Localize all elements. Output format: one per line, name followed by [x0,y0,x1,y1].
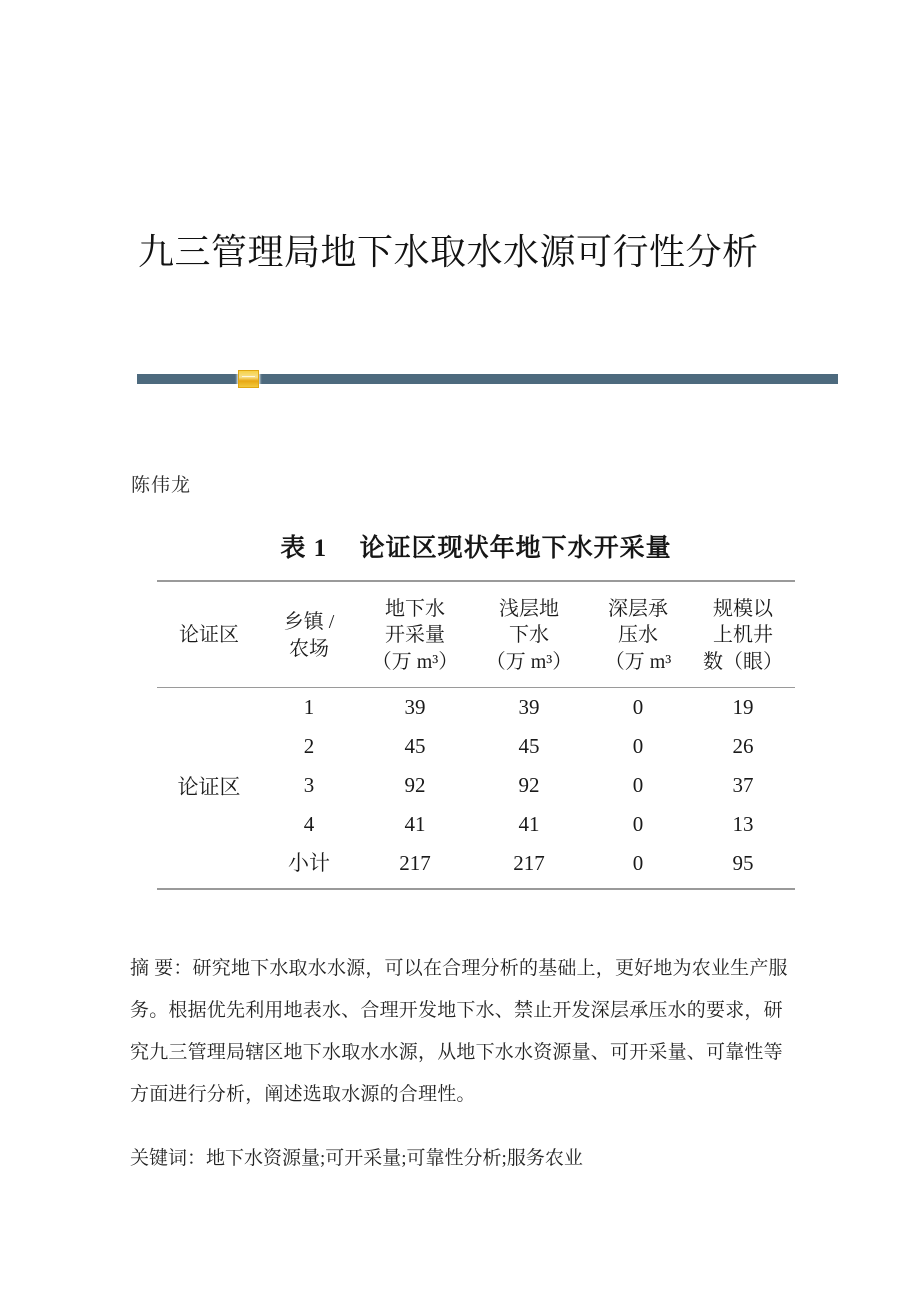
abstract-paragraph [130,948,796,1116]
cell-town: 小计 [288,851,330,876]
header-line-1: 地下水 [385,598,445,620]
column-header-deep-confined-water [585,581,691,688]
column-header-large-wells-count [691,581,795,688]
row-group-label: 论证区 [177,775,241,800]
header-unit: （万 m³ [604,650,672,673]
abstract-line: 方面进行分析，阐述选取水源的合理性。 [130,1084,476,1105]
column-header-groundwater-extraction [357,581,473,688]
cell-wells: 95 [732,851,754,876]
abstract-line: 务。根据优先利用地表水、合理开发地下水、禁止开发深层承压水的要求，研 [130,1000,783,1021]
cell-deep: 0 [632,773,644,798]
header-unit: 数（眼） [703,650,783,673]
keywords-line: 关键词：地下水资源量;可开采量;可靠性分析;服务农业 [130,1148,583,1169]
gold-gem-icon [238,370,259,388]
column-header-shallow-groundwater [473,581,585,688]
header-line-2: 上机井 [713,624,773,647]
header-line-1: 浅层地 [499,598,559,620]
cell-shallow: 217 [513,851,545,876]
header-line-1: 深层承 [608,598,668,620]
page-title: 九三管理局地下水取水水源可行性分析 [138,232,759,273]
table-row [157,688,795,728]
table-caption-label: 表 1 [280,535,328,562]
cell-shallow: 39 [518,695,540,720]
cell-wells: 37 [732,773,754,798]
header-line-2: 农场 [289,637,329,660]
table-caption-title: 论证区现状年地下水开采量 [359,535,672,562]
cell-town: 1 [303,695,315,720]
table-block [157,528,795,890]
cell-town: 3 [303,773,315,798]
cell-groundwater: 92 [404,773,426,798]
cell-groundwater: 39 [404,695,426,720]
cell-groundwater: 41 [404,812,426,837]
cell-deep: 0 [632,695,644,720]
cell-groundwater: 45 [404,734,426,759]
header-line-1: 论证区 [179,624,239,647]
cell-shallow: 41 [518,812,540,837]
header-unit: （万 m³） [371,650,459,673]
decorative-divider [137,370,838,388]
column-header-region [157,581,261,688]
header-line-2: 开采量 [385,624,445,647]
cell-groundwater: 217 [399,851,431,876]
table-caption [157,528,795,564]
table-body [157,688,795,889]
header-line-1: 规模以 [713,598,773,620]
abstract-line: 摘 要：研究地下水取水水源，可以在合理分析的基础上，更好地为农业生产服 [130,958,788,979]
cell-town: 4 [303,812,315,837]
cell-shallow: 92 [518,773,540,798]
cell-wells: 19 [732,695,754,720]
header-unit: （万 m³） [485,650,573,673]
header-line-1: 乡镇 / [283,611,335,634]
header-line-2: 下水 [509,624,549,647]
column-header-town [261,581,357,688]
cell-town: 2 [303,734,315,759]
cell-shallow: 45 [518,734,540,759]
table-header-row [157,581,795,688]
cell-wells: 13 [732,812,754,837]
cell-deep: 0 [632,812,644,837]
header-line-2: 压水 [618,624,658,647]
abstract-line: 究九三管理局辖区地下水取水水源，从地下水水资源量、可开采量、可靠性等 [130,1042,783,1063]
cell-deep: 0 [632,734,644,759]
table-bottom-rule [157,889,795,890]
groundwater-extraction-table [157,580,795,890]
cell-deep: 0 [632,851,644,876]
author-name: 陈伟龙 [131,475,192,496]
cell-wells: 26 [732,734,754,759]
